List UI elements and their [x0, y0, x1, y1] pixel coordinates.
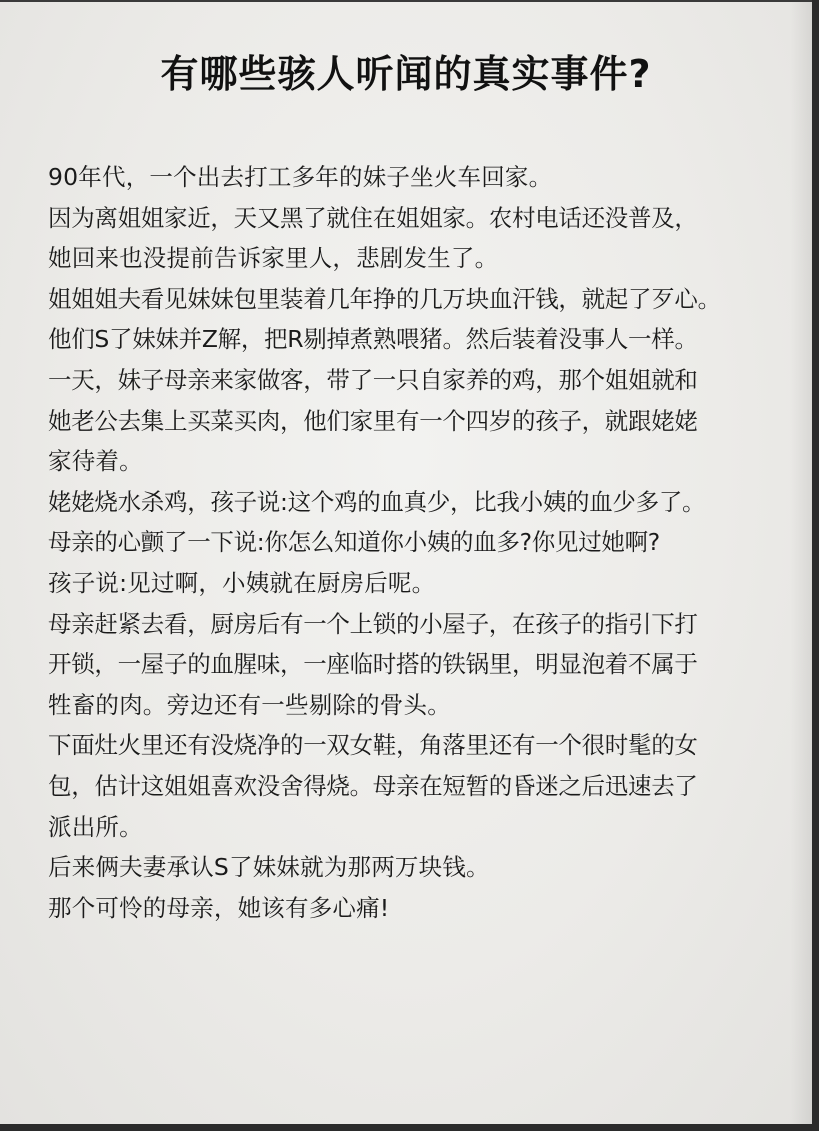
page-edge-shadow — [790, 2, 812, 1124]
text-line: 一天，妹子母亲来家做客，带了一只自家养的鸡，那个姐姐就和 — [48, 365, 698, 394]
text-line: 派出所。 — [48, 812, 143, 841]
text-line: 孩子说:见过啊，小姨就在厨房后呢。 — [48, 568, 436, 597]
text-line: 母亲赶紧去看，厨房后有一个上锁的小屋子，在孩子的指引下打 — [48, 609, 698, 638]
text-line: 90年代，一个出去打工多年的妹子坐火车回家。 — [48, 163, 553, 191]
text-line: 母亲的心颤了一下说:你怎么知道你小姨的血多?你见过她啊? — [48, 528, 660, 557]
text-line: 包，估计这姐姐喜欢没舍得烧。母亲在短暂的昏迷之后迅速去了 — [48, 771, 698, 800]
text-line: 家待着。 — [48, 447, 143, 476]
page-title: 有哪些骇人听闻的真实事件? — [160, 52, 652, 96]
text-line: 开锁，一屋子的血腥味，一座临时搭的铁锅里，明显泡着不属于 — [48, 650, 698, 679]
text-line: 因为离姐姐家近，天又黑了就住在姐姐家。农村电话还没普及， — [48, 203, 698, 232]
text-line: 她老公去集上买菜买肉，他们家里有一个四岁的孩子，就跟姥姥 — [48, 406, 698, 435]
text-line: 那个可怜的母亲，她该有多心痛! — [48, 893, 390, 922]
text-line: 后来俩夫妻承认S了妹妹就为那两万块钱。 — [48, 853, 490, 882]
text-line: 她回来也没提前告诉家里人，悲剧发生了。 — [48, 244, 499, 273]
text-line: 他们S了妹妹并Z解，把R剔掉煮熟喂猪。然后装着没事人一样。 — [48, 325, 698, 354]
text-line: 姥姥烧水杀鸡，孩子说:这个鸡的血真少，比我小姨的血少多了。 — [48, 487, 706, 516]
text-line: 姐姐姐夫看见妹妹包里装着几年挣的几万块血汗钱，就起了歹心。 — [48, 284, 721, 313]
text-line: 牲畜的肉。旁边还有一些剔除的骨头。 — [48, 690, 451, 719]
story-text — [48, 157, 788, 928]
text-line: 下面灶火里还有没烧净的一双女鞋，角落里还有一个很时髦的女 — [48, 731, 698, 760]
